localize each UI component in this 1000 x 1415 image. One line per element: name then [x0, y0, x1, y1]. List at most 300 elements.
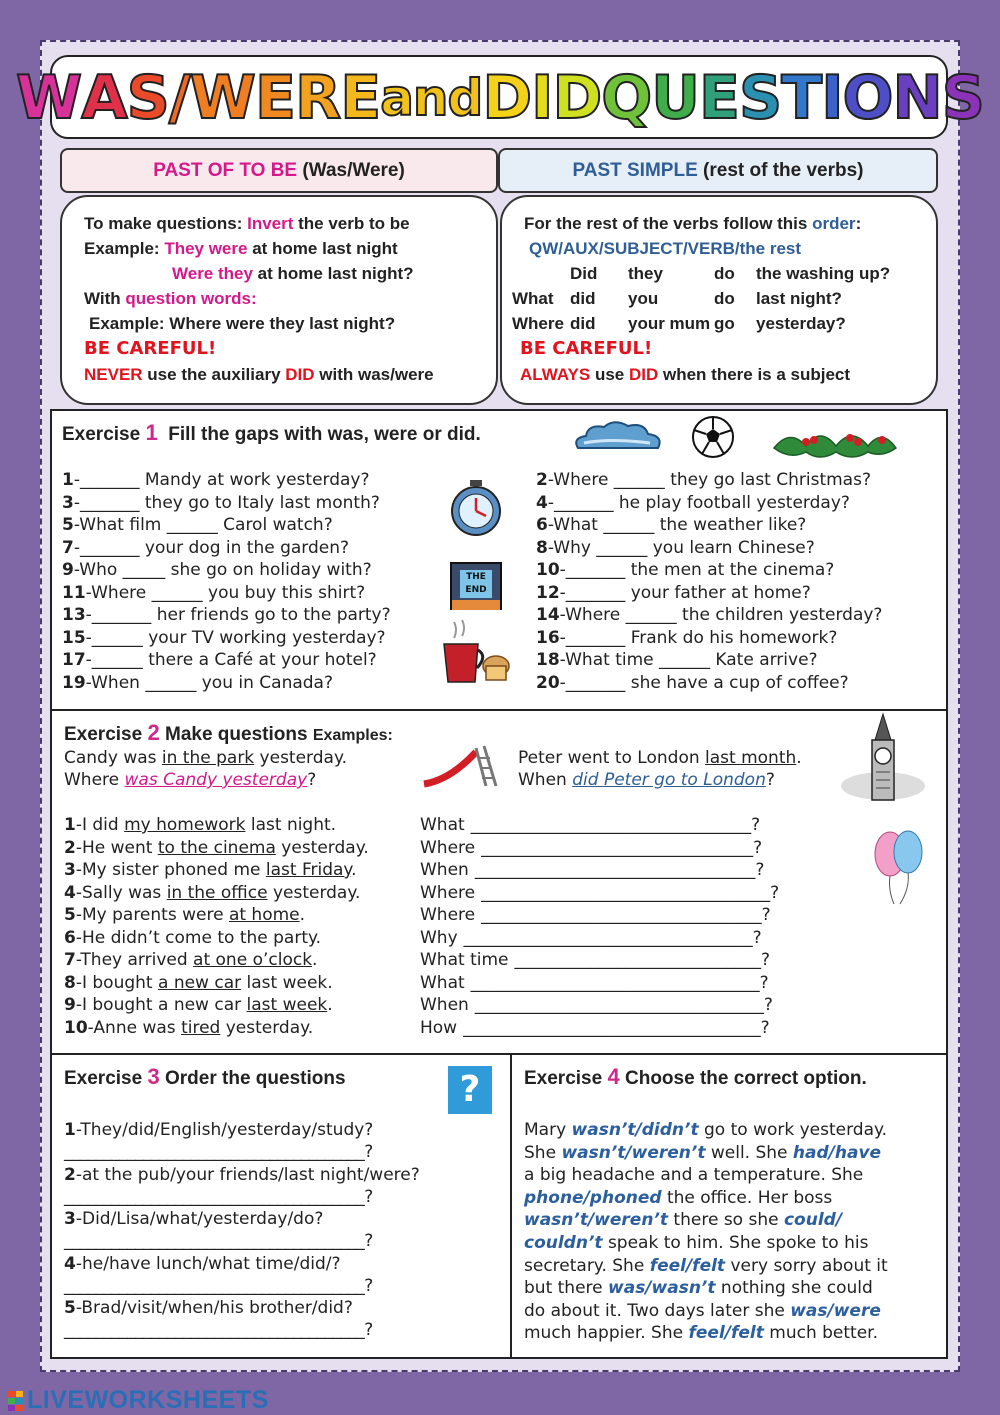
question-number: 7	[64, 950, 76, 970]
text: last month	[705, 748, 797, 768]
exercise-number: 3	[147, 1064, 160, 1089]
text: at home last night	[247, 239, 398, 258]
underlined-part: a new car	[158, 972, 242, 993]
title-letter: E	[254, 63, 295, 133]
text: Exercise	[64, 1068, 148, 1089]
grammar-box-past-simple: For the rest of the verbs follow this order: QW/AUX/SUBJECT/VERB/the rest Did they do the washing up? What did you do last night? Where did your mum go yesterday? BE CAREFUL! ALWAYS use DID when there is a subject	[500, 195, 938, 405]
text: -I bought	[75, 972, 158, 993]
question-word: What	[420, 815, 465, 835]
balloons-icon	[870, 826, 928, 906]
exercise-3-prompt	[64, 1254, 341, 1274]
page-title	[16, 58, 984, 138]
answer-line[interactable]: _________________________________?	[470, 815, 761, 835]
past-simple-example-cell: go	[714, 314, 735, 333]
question-text: -What film ______ Carol watch?	[73, 515, 333, 535]
title-letter: N	[892, 63, 942, 133]
question-number: 11	[62, 582, 86, 603]
text: when there is a subject	[658, 365, 851, 384]
question-word: How	[420, 1017, 458, 1038]
option-choice[interactable]: wasn’t/weren’t	[561, 1142, 706, 1163]
slide-icon	[420, 740, 500, 790]
answer-line[interactable]: ___________________________________?	[463, 1017, 770, 1038]
question-mark-icon: ?	[448, 1066, 492, 1114]
film-end-text: THE END	[460, 570, 492, 598]
past-simple-example-cell: yesterday?	[756, 314, 846, 333]
exercise-1-question	[536, 470, 871, 490]
question-text: -_______ your father at home?	[559, 582, 811, 603]
text: ?	[765, 770, 775, 790]
exercise-1-question	[62, 673, 333, 693]
answer-field[interactable]	[420, 860, 764, 880]
title-letter: D	[482, 63, 532, 133]
answer-line[interactable]: _____________________________?	[514, 950, 771, 970]
exercise-1-question	[62, 470, 370, 490]
exercise-4-line	[524, 1301, 881, 1321]
exercise-2-sentence	[64, 928, 321, 948]
title-letter: S	[126, 63, 169, 133]
exercise-2-sentence	[64, 883, 360, 903]
title-letter: S	[941, 63, 984, 133]
text: well. She	[705, 1142, 793, 1163]
header-past-simple	[498, 148, 938, 193]
question-text: -Why ______ you learn Chinese?	[547, 537, 815, 558]
text: To make questions:	[84, 214, 248, 233]
text: -at the pub/your friends/last night/were?	[75, 1164, 420, 1185]
exercise-4-line	[524, 1256, 888, 1276]
question-number: 5	[62, 515, 74, 535]
past-simple-example-cell: the washing up?	[756, 264, 891, 283]
question-text: -_______ the men at the cinema?	[559, 560, 835, 580]
text: the verb to be	[293, 214, 410, 233]
question-number: 7	[62, 537, 74, 558]
header-past-to-be-sub: (Was/Were)	[297, 159, 405, 181]
text: yesterday.	[267, 882, 361, 903]
text: much better.	[763, 1323, 878, 1344]
exercise-1-question	[536, 515, 806, 535]
coffee-muffin-icon	[440, 616, 510, 688]
question-text: -_______ they go to Italy last month?	[73, 492, 380, 513]
exercise-1-question	[536, 673, 849, 693]
text: last week.	[241, 972, 333, 993]
exercise-2-sentence	[64, 995, 333, 1015]
holly-icon	[770, 420, 900, 462]
text: question words:	[125, 289, 257, 308]
text: -He went	[75, 837, 158, 858]
text: very sorry about it	[725, 1255, 888, 1276]
exercise-2-sentence	[64, 815, 336, 835]
text: Invert	[247, 214, 294, 233]
question-number: 20	[536, 672, 560, 693]
exercise-1-question	[62, 650, 377, 670]
question-number: 4	[536, 492, 548, 513]
exercise-4-line	[524, 1210, 842, 1230]
exercise-4-title: Exercise 4 Choose the correct option.	[524, 1064, 867, 1089]
text: Choose the correct option	[619, 1068, 862, 1089]
exercise-4-line	[524, 1278, 873, 1298]
exercise-4-line	[524, 1165, 863, 1185]
exercise-3-prompt	[64, 1209, 323, 1229]
answer-line[interactable]: ______________________________________?	[64, 1186, 373, 1207]
text: order	[812, 214, 856, 233]
question-number: 16	[536, 627, 560, 648]
big-ben-icon	[838, 712, 928, 804]
answer-line[interactable]: ________________________________?	[481, 837, 763, 858]
exercise-3-title	[64, 1064, 346, 1090]
example-2-question	[518, 770, 775, 790]
text: Exercise	[64, 724, 148, 745]
stopwatch-icon	[446, 478, 506, 538]
exercise-4-line	[524, 1233, 868, 1253]
text: secretary. She	[524, 1255, 650, 1276]
question-number: 4	[64, 882, 76, 903]
exercise-1-question	[62, 515, 333, 535]
question-number: 15	[62, 627, 86, 648]
example-1-question	[64, 770, 316, 790]
question-number: 2	[64, 837, 76, 858]
exercise-number: 4	[607, 1064, 620, 1089]
liveworksheets-brand: LIVEWORKSHEETS	[27, 1386, 269, 1414]
question-word: What time	[420, 950, 509, 970]
film-end-icon	[450, 562, 502, 610]
text: go to work yesterday.	[698, 1120, 888, 1140]
text: yesterday.	[275, 837, 369, 858]
cloud-icon	[570, 418, 666, 458]
text: -They arrived	[75, 950, 194, 970]
question-text: -_______ your dog in the garden?	[73, 537, 350, 558]
text: do about it. Two days later she	[524, 1300, 791, 1321]
title-letter: U	[651, 63, 700, 133]
question-text: -_______ Frank do his homework?	[559, 627, 838, 648]
title-letter: and	[380, 69, 483, 127]
header-past-simple-main: PAST SIMPLE	[572, 159, 698, 181]
answer-field[interactable]	[420, 1018, 770, 1038]
example-1-statement	[64, 748, 347, 768]
past-simple-example-cell: last night?	[756, 289, 842, 308]
text: -he/have lunch/what time/did/?	[75, 1253, 341, 1274]
exercise-3-prompt	[64, 1298, 353, 1318]
text: Example:	[84, 239, 165, 258]
past-simple-example-cell: Did	[570, 264, 598, 283]
question-number: 10	[536, 560, 560, 580]
past-simple-example-cell: you	[628, 289, 659, 308]
exercise-1-question	[536, 583, 811, 603]
text: at home last night?	[252, 264, 414, 283]
football-icon	[690, 414, 736, 460]
answer-line[interactable]: ______________________________________?	[64, 1142, 373, 1162]
text: Exercise	[524, 1068, 608, 1089]
logo-block	[16, 1391, 23, 1397]
question-number: 3	[62, 492, 74, 513]
text: Peter went to London	[518, 748, 706, 768]
exercise-2-sentence	[64, 860, 356, 880]
question-number: 12	[536, 582, 560, 603]
title-letter: I	[531, 63, 553, 133]
exercise-1-question	[62, 628, 386, 648]
exercise-1-question	[536, 605, 882, 625]
answer-line[interactable]: __________________________________?	[463, 927, 762, 948]
question-text: -Who _____ she go on holiday with?	[73, 560, 372, 580]
question-text: -When ______ you in Canada?	[85, 672, 333, 693]
answer-line[interactable]: _________________________________?	[481, 905, 771, 925]
text: with was/were	[314, 365, 434, 384]
past-simple-example-cell: Where	[512, 314, 564, 333]
text: Example: Where were they last night?	[89, 314, 396, 333]
question-text: -Where ______ they go last Christmas?	[547, 470, 871, 490]
title-letter: D	[552, 63, 602, 133]
question-text: -_______ her friends go to the party?	[85, 605, 391, 625]
title-letter: A	[81, 63, 127, 133]
word-order-formula: QW/AUX/SUBJECT/VERB/the rest	[529, 239, 802, 258]
exercise-number: 1	[145, 420, 158, 445]
exercise-1-question	[536, 628, 837, 648]
option-choice[interactable]: wasn’t/didn’t	[571, 1120, 699, 1140]
answer-field[interactable]	[420, 950, 770, 970]
logo-block	[8, 1391, 15, 1397]
title-letter: E	[340, 63, 381, 133]
past-simple-example-cell: your mum	[628, 314, 711, 333]
be-careful-label: BE CAREFUL!	[84, 338, 217, 359]
text: -I bought a new car	[75, 995, 247, 1015]
exercise-1-title	[62, 420, 481, 446]
text: -He didn’t come to the party.	[75, 927, 322, 948]
question-number: 2	[64, 1164, 76, 1185]
question-text: -______ your TV working yesterday?	[85, 627, 386, 648]
title-letter: O	[842, 63, 893, 133]
text: Where	[64, 770, 125, 790]
exercise-3-prompt	[64, 1120, 373, 1140]
option-choice[interactable]: phone/phoned	[524, 1187, 662, 1208]
text: the office. Her boss	[661, 1187, 833, 1208]
text: NEVER	[84, 365, 143, 384]
question-text: -______ there a Café at your hotel?	[85, 650, 377, 670]
question-text: -_______ he play football yesterday?	[547, 492, 850, 513]
text: but there	[524, 1278, 609, 1299]
question-number: 3	[64, 1209, 76, 1229]
title-letter: T	[781, 63, 822, 133]
answer-field[interactable]	[420, 883, 779, 903]
question-number: 13	[62, 605, 86, 625]
option-choice[interactable]: couldn’t	[524, 1233, 603, 1253]
exercise-number: 2	[147, 720, 160, 745]
question-number: 8	[536, 537, 548, 558]
footer-logo	[8, 1386, 269, 1415]
question-number: 5	[64, 905, 76, 925]
option-choice[interactable]: could/	[783, 1210, 843, 1231]
question-number: 6	[536, 515, 548, 535]
underlined-part: at home	[228, 905, 300, 925]
title-letter: W	[189, 63, 255, 133]
question-text: -_______ she have a cup of coffee?	[559, 672, 849, 693]
answer-line[interactable]: __________________________________?	[481, 882, 780, 903]
liveworksheets-logo-icon	[8, 1391, 23, 1411]
examples-label: Examples:	[312, 727, 393, 744]
logo-block	[16, 1405, 23, 1411]
exercise-2-sentence	[64, 905, 305, 925]
exercise-2-title	[64, 720, 393, 746]
text: last night.	[245, 815, 337, 835]
text: speak to him. She spoke to his	[602, 1233, 869, 1253]
exercise-1-question	[62, 605, 391, 625]
option-choice[interactable]: feel/felt	[688, 1323, 764, 1344]
option-choice[interactable]: wasn’t/weren’t	[524, 1210, 669, 1231]
question-word: Where	[420, 905, 476, 925]
question-number: 18	[536, 650, 560, 670]
text: Mary	[524, 1120, 572, 1140]
question-number: 1	[64, 1120, 76, 1140]
exercise-1-question	[62, 583, 365, 603]
text: use the auxiliary	[142, 365, 286, 384]
exercise-1-question	[536, 538, 815, 558]
text: .	[796, 748, 802, 768]
question-word: When	[420, 860, 469, 880]
exercise-2-sentence	[64, 973, 333, 993]
text: She	[524, 1142, 562, 1163]
logo-block	[16, 1398, 23, 1404]
header-past-to-be	[60, 148, 498, 193]
exercise-1-question	[536, 560, 834, 580]
answer-field[interactable]	[420, 905, 771, 925]
text: They were	[164, 239, 248, 258]
exercise-1-question	[62, 538, 349, 558]
text: -My parents were	[75, 905, 229, 925]
title-letter: W	[16, 63, 82, 133]
text: ?	[307, 770, 317, 790]
question-text: -What ______ the weather like?	[547, 515, 807, 535]
question-text: -_______ Mandy at work yesterday?	[73, 470, 370, 490]
past-simple-example-cell: do	[714, 289, 735, 308]
text: nothing she could	[715, 1278, 873, 1299]
text: yesterday.	[254, 748, 348, 768]
question-number: 1	[64, 815, 76, 835]
question-number: 14	[536, 605, 560, 625]
question-number: 3	[64, 860, 76, 880]
title-letter: I	[821, 63, 843, 133]
text: .	[299, 905, 306, 925]
text: -Brad/visit/when/his brother/did?	[75, 1298, 353, 1318]
text: -They/did/English/yesterday/study?	[75, 1120, 374, 1140]
text: DID	[285, 365, 315, 384]
text: much happier. She	[524, 1323, 689, 1344]
exercise-1-question	[536, 650, 818, 670]
question-text: -Where ______ you buy this shirt?	[85, 582, 366, 603]
question-number: 9	[62, 560, 74, 580]
text: there so she	[668, 1210, 784, 1231]
answer-line[interactable]: __________________________________?	[474, 995, 773, 1015]
question-word: When	[420, 995, 469, 1015]
answer-field[interactable]	[420, 928, 762, 948]
answer-field[interactable]	[420, 973, 769, 993]
option-choice[interactable]: was/were	[790, 1300, 881, 1321]
past-simple-example-cell: did	[570, 314, 596, 333]
header-past-simple-sub: (rest of the verbs)	[697, 159, 864, 181]
text: -Did/Lisa/what/yesterday/do?	[75, 1209, 324, 1229]
question-number: 4	[64, 1253, 76, 1274]
text: .	[312, 950, 318, 970]
question-text: -Where ______ the children yesterday?	[559, 605, 883, 625]
question-number: 5	[64, 1298, 76, 1318]
text: -Sally was	[75, 882, 167, 903]
logo-block	[8, 1398, 15, 1404]
answer-line[interactable]: __________________________________?	[470, 972, 769, 993]
title-letter: /	[168, 63, 190, 133]
exercise-4-line	[524, 1143, 881, 1163]
text: .	[351, 860, 357, 880]
past-simple-example-cell: What	[512, 289, 554, 308]
question-text: -What time ______ Kate arrive?	[559, 650, 818, 670]
title-letter: E	[699, 63, 740, 133]
title-letter: R	[294, 63, 341, 133]
question-number: 6	[64, 927, 76, 948]
exercise-2-sentence	[64, 1018, 313, 1038]
logo-block	[8, 1405, 15, 1411]
text: yesterday.	[220, 1017, 314, 1038]
answer-field[interactable]	[420, 815, 760, 835]
title-letter: S	[739, 63, 782, 133]
exercise-4-line	[524, 1120, 887, 1140]
answer-field[interactable]	[420, 995, 773, 1015]
be-careful-label: BE CAREFUL!	[520, 338, 653, 359]
text: -Anne was	[87, 1017, 182, 1038]
text: ALWAYS	[520, 365, 591, 384]
text: did Peter go to London	[572, 770, 766, 790]
exercise-4-line	[524, 1188, 832, 1208]
question-number: 19	[62, 672, 86, 693]
text: With	[84, 289, 126, 308]
underlined-part: to the cinema	[157, 837, 276, 858]
answer-line[interactable]: ______________________________________?	[64, 1320, 373, 1340]
question-number: 1	[62, 470, 74, 490]
answer-line[interactable]: ______________________________________?	[64, 1275, 373, 1296]
question-word: Where	[420, 837, 476, 858]
option-choice[interactable]: feel/felt	[649, 1255, 726, 1276]
text: -I did	[75, 815, 125, 835]
past-simple-example-cell: did	[570, 289, 596, 308]
text: was Candy yesterday	[124, 770, 308, 790]
text: -My sister phoned me	[75, 860, 266, 880]
grammar-box-to-be	[60, 195, 498, 405]
header-past-to-be-main: PAST OF TO BE	[153, 159, 298, 181]
exercise-1-question	[62, 560, 372, 580]
title-letter: Q	[601, 63, 652, 133]
answer-line[interactable]: ______________________________________?	[64, 1231, 373, 1251]
underlined-part: last Friday	[265, 860, 352, 880]
text: When	[518, 770, 573, 790]
exercise-1-question	[62, 493, 380, 513]
answer-field[interactable]	[420, 838, 762, 858]
question-number: 10	[64, 1017, 88, 1038]
underlined-part: last week	[246, 995, 328, 1015]
question-number: 2	[536, 470, 548, 490]
exercise-1-question	[536, 493, 850, 513]
question-word: Where	[420, 882, 476, 903]
option-choice[interactable]: had/have	[792, 1142, 882, 1163]
text: Exercise	[62, 424, 146, 445]
exercise-3-prompt	[64, 1165, 420, 1185]
exercise-4-line	[524, 1323, 878, 1343]
question-word: What	[420, 972, 465, 993]
exercise-2-sentence	[64, 838, 369, 858]
past-simple-example-cell: they	[628, 264, 663, 283]
text: a big headache and a temperature. She	[524, 1165, 864, 1186]
text: use	[590, 365, 629, 384]
past-simple-example-cell: do	[714, 264, 735, 283]
question-number: 9	[64, 995, 76, 1015]
option-choice[interactable]: was/wasn’t	[608, 1278, 716, 1299]
text: For the rest of the verbs follow this	[524, 214, 813, 233]
answer-line[interactable]: _________________________________?	[474, 860, 765, 880]
text: DID	[628, 365, 659, 384]
question-number: 17	[62, 650, 86, 670]
